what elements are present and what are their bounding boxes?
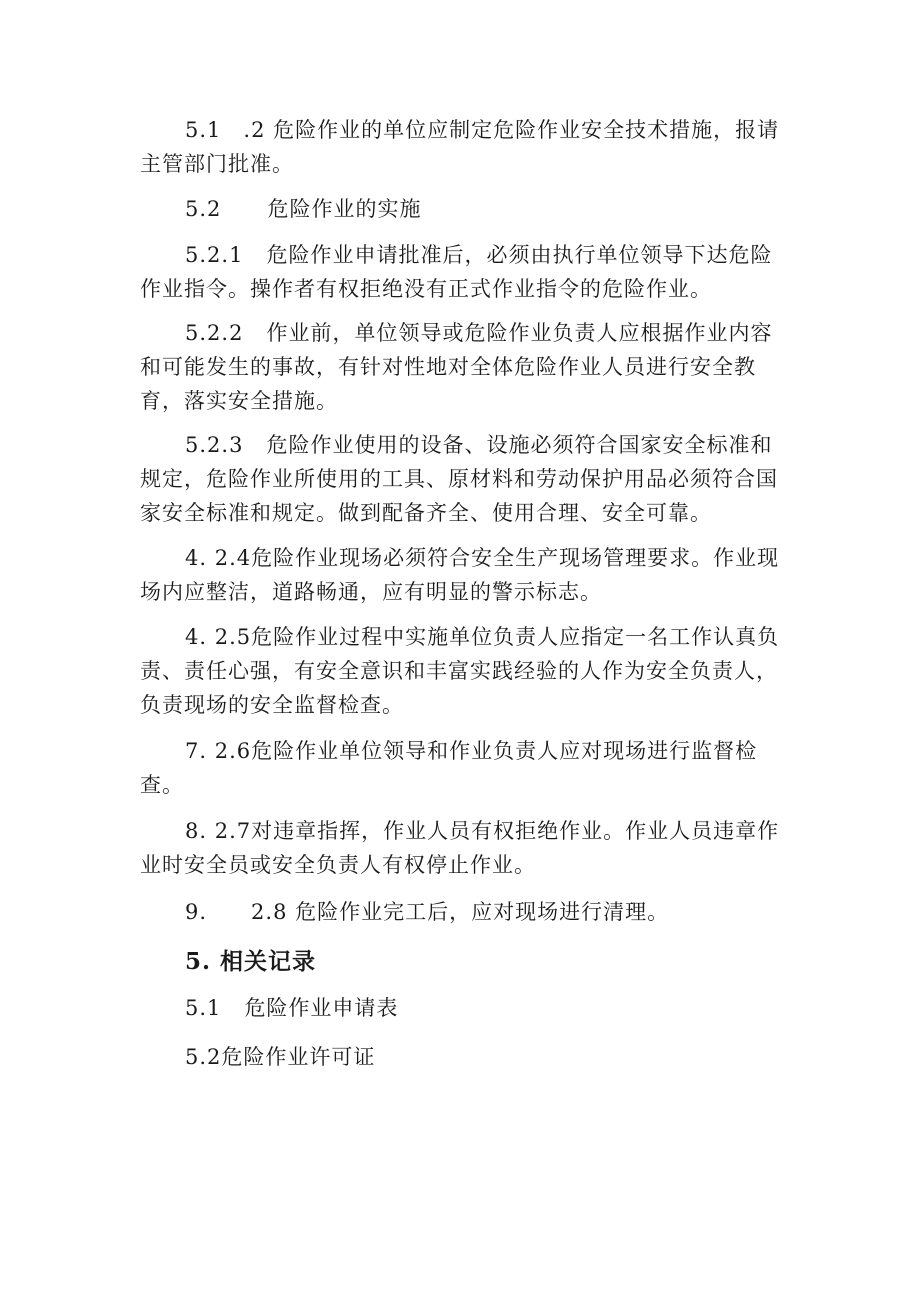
clause-text: 危险作业申请批准后，必须由执行单位领导下达危险作业指令。操作者有权拒绝没有正式作业指令的危险作业。: [140, 243, 773, 301]
paragraph-2-5: [140, 620, 790, 722]
clause-text: 危险作业的实施: [267, 197, 422, 221]
section-title-related-records: 5. 相关记录: [185, 948, 317, 975]
paragraph-2-4: [140, 541, 790, 609]
clause-text: 危险作业单位领导和作业负责人应对现场进行监督检查。: [140, 739, 758, 797]
paragraph-5-2-2: [140, 316, 790, 418]
paragraph-5-2: [140, 192, 790, 226]
clause-number: 4. 2.4: [185, 546, 252, 570]
record-text: 危险作业申请表: [244, 996, 399, 1020]
paragraph-2-7: [140, 814, 790, 882]
clause-text: 作业前，单位领导或危险作业负责人应根据作业内容和可能发生的事故，有针对性地对全体危险作业人员进行安全教育，落实安全措施。: [140, 321, 773, 413]
paragraph-2-8: [140, 895, 790, 929]
paragraph-5-1-2: [140, 113, 790, 181]
clause-text: 危险作业完工后，应对现场进行清理。: [295, 900, 670, 924]
clause-text: 危险作业的单位应制定危险作业安全技术措施，报请主管部门批准。: [140, 118, 780, 176]
record-text: 危险作业许可证: [221, 1045, 376, 1069]
clause-text: 对违章指挥，作业人员有权拒绝作业。作业人员违章作业时安全员或安全负责人有权停止作业。: [140, 819, 780, 877]
clause-number: 5.2.2: [185, 321, 244, 345]
clause-number: 9. 2.8: [185, 900, 288, 924]
paragraph-5-2-1: [140, 238, 790, 306]
clause-number: 5.2.1: [185, 243, 244, 267]
record-number: 5.2: [185, 1045, 222, 1069]
clause-text: 危险作业过程中实施单位负责人应指定一名工作认真负责、责任心强，有安全意识和丰富实践经验的人作为安全负责人，负责现场的安全监督检查。: [140, 625, 780, 717]
paragraph-5-2-3: [140, 428, 790, 530]
clause-number: 4. 2.5: [185, 625, 252, 649]
record-number: 5.1: [185, 996, 222, 1020]
clause-number: 5.2: [185, 197, 222, 221]
clause-number: 8. 2.7: [185, 819, 252, 843]
record-item-permit: [185, 1040, 375, 1074]
paragraph-2-6: [140, 734, 790, 802]
clause-text: 危险作业现场必须符合安全生产现场管理要求。作业现场内应整洁，道路畅通，应有明显的警示标志。: [140, 546, 780, 604]
clause-number: 7. 2.6: [185, 739, 252, 763]
clause-number: 5.1 .2: [185, 118, 266, 142]
clause-number: 5.2.3: [185, 433, 244, 457]
clause-text: 危险作业使用的设备、设施必须符合国家安全标准和规定，危险作业所使用的工具、原材料和劳动保护用品必须符合国家安全标准和规定。做到配备齐全、使用合理、安全可靠。: [140, 433, 778, 525]
record-item-application-form: [185, 991, 398, 1025]
